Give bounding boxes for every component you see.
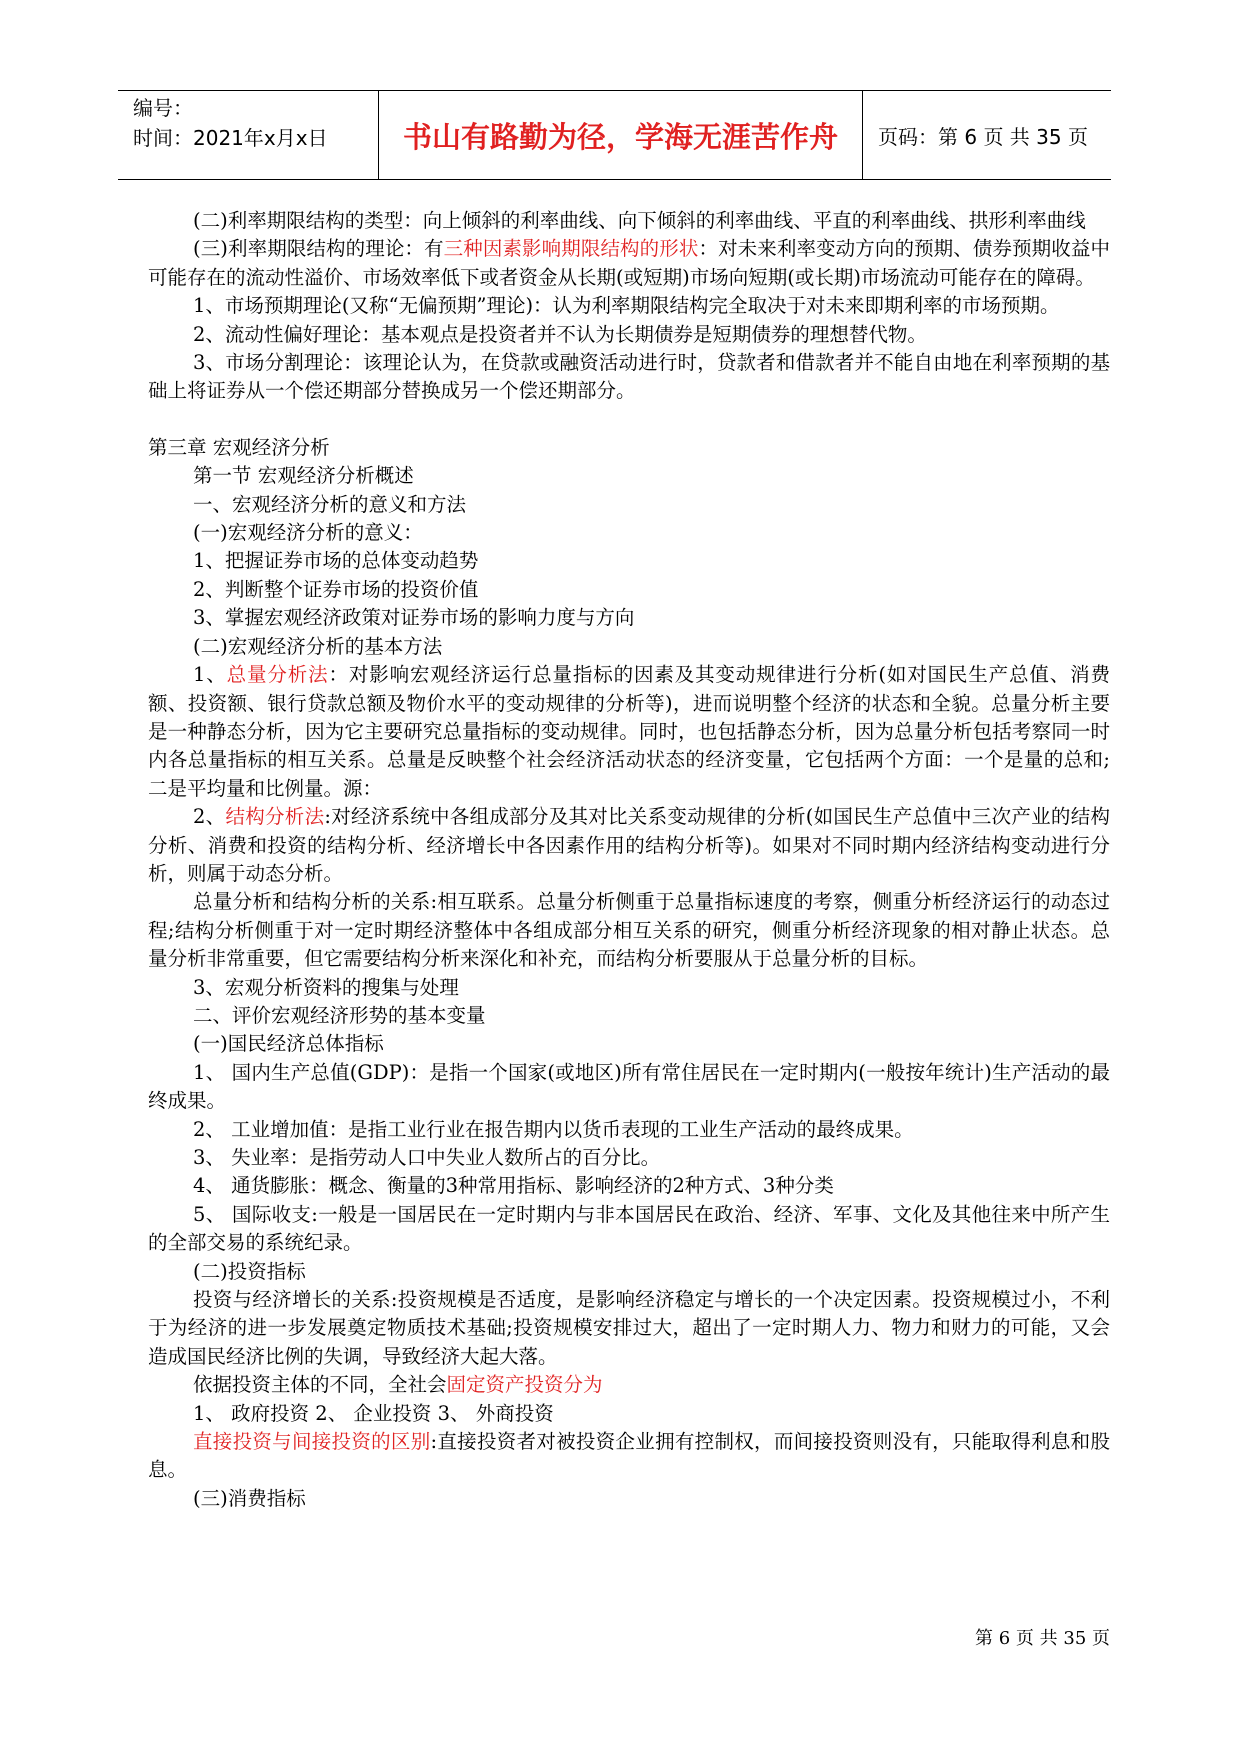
list-item: 3、 失业率：是指劳动人口中失业人数所占的百分比。 xyxy=(193,1146,661,1169)
text: ：对未来利率变动方向的预期、债券预期收益中可能存在的流动性溢价、市场效率低下或者资金从长期(或短期)市场向短期(或长期)市场流动可能存在的障碍。 xyxy=(148,237,1110,289)
paragraph: (二)利率期限结构的类型：向上倾斜的利率曲线、向下倾斜的利率曲线、平直的利率曲线、拱形利率曲线 xyxy=(193,209,1086,232)
list-item: 4、 通货膨胀：概念、衡量的3种常用指标、影响经济的2种方式、3种分类 xyxy=(193,1174,834,1198)
paragraph: 投资与经济增长的关系:投资规模是否适度，是影响经济稳定与增长的一个决定因素。投资规模过小，不利于为经济的进一步发展奠定物质技术基础;投资规模安排过大，超出了一定时期人力、物力和财力的可能，又会造成国民经济比例的失调，导致经济大起大落。 xyxy=(148,1288,1110,1368)
paragraph xyxy=(148,661,1110,803)
heading: (一)宏观经济分析的意义： xyxy=(193,521,423,545)
document-number: 编号： xyxy=(133,96,193,120)
text: 2、 xyxy=(193,805,226,829)
heading: (二)投资指标 xyxy=(193,1259,306,1283)
header-meta xyxy=(133,93,373,153)
text: (三)利率期限结构的理论：有 xyxy=(193,237,444,261)
paragraph: 1、市场预期理论(又称“无偏预期”理论)：认为利率期限结构完全取决于对未来即期利率的市场预期。 xyxy=(193,294,1060,318)
heading: 二、评价宏观经济形势的基本变量 xyxy=(193,1003,486,1027)
text: 依据投资主体的不同，全社会 xyxy=(193,1373,447,1397)
highlight-text: 固定资产投资分为 xyxy=(446,1373,603,1397)
paragraph xyxy=(148,1371,1110,1399)
list-item: 3、宏观分析资料的搜集与处理 xyxy=(193,975,459,999)
heading: (三)消费指标 xyxy=(193,1486,306,1510)
paragraph xyxy=(148,1428,1110,1485)
list-item: 3、掌握宏观经济政策对证券市场的影响力度与方向 xyxy=(193,606,635,630)
highlight-text: 总量分析法 xyxy=(226,663,329,687)
page-header xyxy=(118,90,1111,180)
text: 1、 xyxy=(193,663,227,687)
document-body xyxy=(148,207,1110,1513)
page-footer: 第 6 页 共 35 页 xyxy=(975,1628,1110,1649)
list-item: 1、 国内生产总值(GDP)：是指一个国家(或地区)所有常住居民在一定时期内(一般按年统计)生产活动的最终成果。 xyxy=(148,1060,1110,1113)
highlight-text: 结构分析法 xyxy=(225,805,325,829)
document-time: 时间：2021年x月x日 xyxy=(133,126,328,150)
header-page-number: 页码：第 6 页 共 35 页 xyxy=(878,124,1088,149)
highlight-text: 直接投资与间接投资的区别 xyxy=(193,1430,431,1454)
list-item: 2、判断整个证券市场的投资价值 xyxy=(193,577,479,601)
heading: (一)国民经济总体指标 xyxy=(193,1032,384,1056)
list-item: 1、把握证券市场的总体变动趋势 xyxy=(193,549,479,573)
paragraph: 总量分析和结构分析的关系:相互联系。总量分析侧重于总量指标速度的考察，侧重分析经济运行的动态过程;结构分析侧重于对一定时期经济整体中各组成部分相互关系的研究，侧重分析经济现象的相对静止状态。总量分析非常重要，但它需要结构分析来深化和补充，而结构分析要服从于总量分析的目标。 xyxy=(148,890,1110,971)
paragraph: 2、流动性偏好理论：基本观点是投资者并不认为长期债券是短期债券的理想替代物。 xyxy=(193,322,927,346)
paragraph: 3、市场分割理论：该理论认为，在贷款或融资活动进行时，贷款者和借款者并不能自由地在利率预期的基础上将证券从一个偿还期部分替换成另一个偿还期部分。 xyxy=(148,351,1110,403)
highlight-text: 三种因素影响期限结构的形状 xyxy=(443,237,699,261)
section-title: 第一节 宏观经济分析概述 xyxy=(193,464,414,488)
text: :对经济系统中各组成部分及其对比关系变动规律的分析(如国民生产总值中三次产业的结构分析、消费和投资的结构分析、经济增长中各因素作用的结构分析等)。如果对不同时期内经济结构变动进行分析，则属于动态分析。 xyxy=(148,805,1110,885)
list-item: 5、 国际收支:一般是一国居民在一定时期内与非本国居民在政治、经济、军事、文化及其他往来中所产生的全部交易的系统纪录。 xyxy=(148,1202,1110,1255)
heading: (二)宏观经济分析的基本方法 xyxy=(193,634,443,658)
paragraph xyxy=(148,803,1110,888)
list-item: 1、 政府投资 2、 企业投资 3、 外商投资 xyxy=(193,1401,554,1425)
text: :直接投资者对被投资企业拥有控制权，而间接投资则没有，只能取得利息和股息。 xyxy=(148,1430,1110,1482)
header-motto: 书山有路勤为径，学海无涯苦作舟 xyxy=(378,91,863,179)
text: ：对影响宏观经济运行总量指标的因素及其变动规律进行分析(如对国民生产总值、消费额、投资额、银行贷款总额及物价水平的变动规律的分析等)，进而说明整个经济的状态和全貌。总量分析主要是一种静态分析，因为它主要研究总量指标的变动规律。同时，也包括静态分析，因为总量分析包括考察同一时内各总量指标的相互关系。总量是反映整个社会经济活动状态的经济变量，它包括两个方面：一个是量的总和;二是平均量和比例量。源： xyxy=(148,663,1110,800)
paragraph xyxy=(148,235,1110,292)
chapter-title: 第三章 宏观经济分析 xyxy=(148,435,330,459)
spacer xyxy=(148,406,1110,434)
list-item: 2、 工业增加值：是指工业行业在报告期内以货币表现的工业生产活动的最终成果。 xyxy=(193,1117,914,1141)
heading: 一、宏观经济分析的意义和方法 xyxy=(193,492,467,516)
